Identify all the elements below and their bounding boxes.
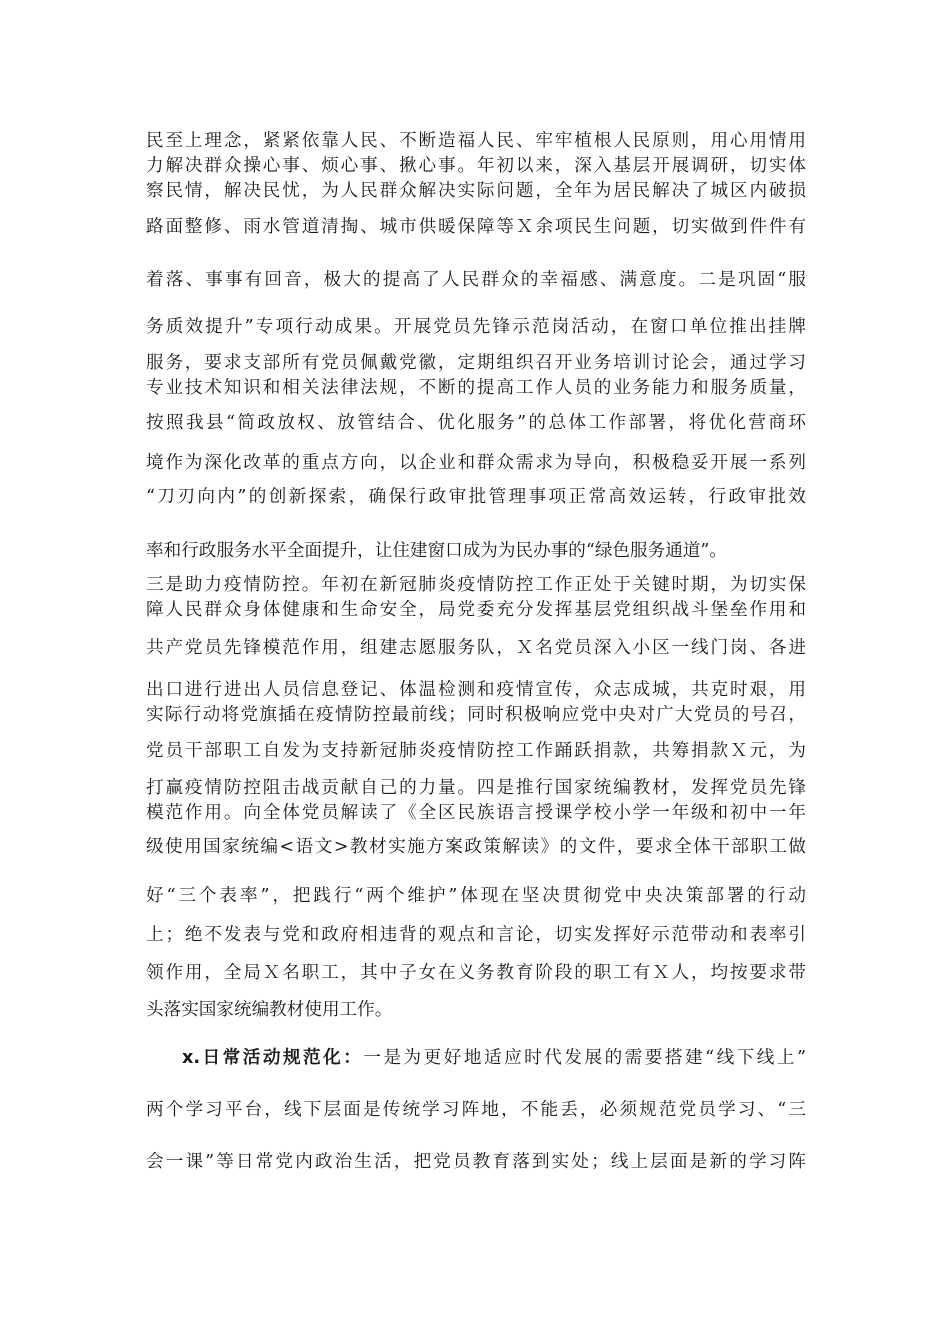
text-line: 力解决群众操心事、烦心事、揪心事。年初以来，深入基层开展调研，切实体 (146, 156, 806, 176)
text-line: 察民情，解决民忧，为人民群众解决实际问题，全年为居民解决了城区内破损 (146, 181, 806, 201)
text-line: 境作为深化改革的重点方向，以企业和群众需求为导向，积极稳妥开展一系列 (146, 453, 806, 473)
text-line: “刀刃向内”的创新探索，确保行政审批管理事项正常高效运转，行政审批效 (146, 487, 806, 507)
text-line: 打赢疫情防控阻击战贡献自己的力量。四是推行国家统编教材，发挥党员先锋 (146, 778, 806, 798)
text-line: 服务，要求支部所有党员佩戴党徽，定期组织召开业务培训讨论会，通过学习 (146, 353, 806, 373)
text-line: 专业技术知识和相关法律法规，不断的提高工作人员的业务能力和服务质量， (146, 378, 806, 398)
text-line: 级使用国家统编<语文>教材实施方案政策解读》的文件，要求全体干部职工做 (146, 837, 806, 857)
text-line: 好“三个表率”，把践行“两个维护”体现在坚决贯彻党中央决策部署的行动 (146, 886, 806, 906)
text-line-with-heading (182, 1045, 806, 1071)
text-line: 领作用，全局Ｘ名职工，其中子女在义务教育阶段的职工有Ｘ人，均按要求带 (146, 963, 806, 983)
text-line: 两个学习平台，线下层面是传统学习阵地，不能丢，必须规范党员学习、“三 (146, 1100, 806, 1120)
text-line: 率和行政服务水平全面提升，让住建窗口成为为民办事的“绿色服务通道”。 (146, 541, 727, 561)
text-line: 出口进行进出人员信息登记、体温检测和疫情宣传，众志成城，共克时艰，用 (146, 680, 806, 700)
text-line: 障人民群众身体健康和生命安全，局党委充分发挥基层党组织战斗堡垒作用和 (146, 600, 806, 620)
text-line: 三是助力疫情防控。年初在新冠肺炎疫情防控工作正处于关键时期，为切实保 (146, 575, 806, 595)
text-line: 党员干部职工自发为支持新冠肺炎疫情防控工作踊跃捐款，共筹捐款Ｘ元，为 (146, 741, 806, 761)
text-line: 头落实国家统编教材使用工作。 (146, 1000, 393, 1020)
text-line: 着落、事事有回音，极大的提高了人民群众的幸福感、满意度。二是巩固“服 (146, 270, 806, 290)
text-run: 一是为更好地适应时代发展的需要搭建“线下线上” (363, 1048, 806, 1068)
text-line: 民至上理念，紧紧依靠人民、不断造福人民、牢牢植根人民原则，用心用情用 (146, 131, 806, 151)
section-heading: x.日常活动规范化： (182, 1048, 364, 1068)
text-line: 路面整修、雨水管道清掏、城市供暖保障等Ｘ余项民生问题，切实做到件件有 (146, 217, 806, 237)
text-line: 实际行动将党旗插在疫情防控最前线；同时积极响应党中央对广大党员的号召， (146, 705, 806, 725)
text-line: 模范作用。向全体党员解读了《全区民族语言授课学校小学一年级和初中一年 (146, 803, 806, 823)
text-line: 共产党员先锋模范作用，组建志愿服务队，Ｘ名党员深入小区一线门岗、各进 (146, 638, 806, 658)
text-line: 按照我县“简政放权、放管结合、优化服务”的总体工作部署，将优化营商环 (146, 413, 806, 433)
text-line: 上；绝不发表与党和政府相违背的观点和言论，切实发挥好示范带动和表率引 (146, 925, 806, 945)
text-line: 务质效提升”专项行动成果。开展党员先锋示范岗活动，在窗口单位推出挂牌 (146, 317, 806, 337)
text-line: 会一课”等日常党内政治生活，把党员教育落到实处；线上层面是新的学习阵 (146, 1152, 806, 1172)
